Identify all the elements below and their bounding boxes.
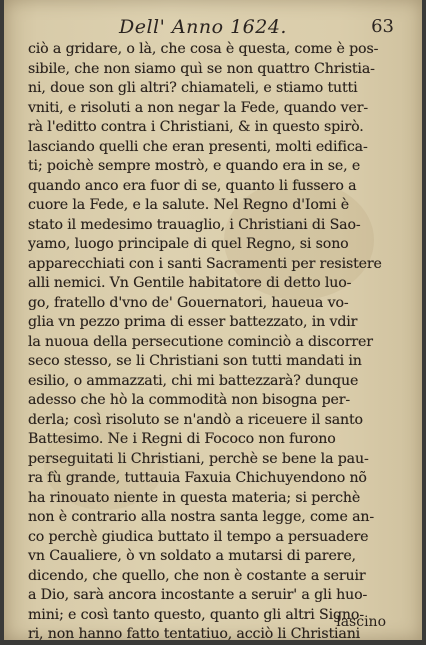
page-header — [4, 16, 422, 40]
text-line: ha rinouato niente in questa materia; si perchè — [28, 489, 361, 506]
text-line: ti; poichè sempre mostrò, e quando era in se, e — [28, 158, 361, 174]
book-page — [4, 0, 422, 640]
text-line: esilio, o ammazzati, chi mi battezzarà? dunque — [28, 372, 359, 389]
text-line: stato il medesimo trauaglio, i Christiani di Sao- — [28, 216, 361, 233]
text-line: mini; e così tanto questo, quanto gli altri Signo- — [28, 606, 364, 623]
text-line: co perchè giudica buttato il tempo a persuadere — [28, 528, 369, 545]
text-line: go, fratello d'vno de' Gouernatori, haueua vo- — [28, 294, 349, 311]
text-line: quando anco era fuor di se, quanto li fussero a — [28, 177, 357, 194]
text-line: dicendo, che quello, che non è costante a seruir — [28, 567, 366, 584]
body-text — [28, 40, 404, 645]
text-line: derla; così risoluto se n'andò a riceuere il santo — [28, 411, 363, 428]
text-line: yamo, luogo principale di quel Regno, si sono — [28, 236, 349, 252]
text-line: sibile, che non siamo quì se non quattro Christia- — [28, 60, 375, 77]
text-line: ri, non hanno fatto tentatiuo, acciò li Christiani — [28, 626, 361, 642]
text-line: apparecchiati con i santi Sacramenti per resistere — [28, 255, 382, 272]
text-line: non è contrario alla nostra santa legge, come an- — [28, 509, 375, 525]
page-number: 63 — [371, 16, 394, 37]
text-line: seco stesso, se li Christiani son tutti mandati in — [28, 353, 362, 369]
text-line: vniti, e risoluti a non negar la Fede, quando ver- — [28, 99, 368, 116]
text-line: alli nemici. Vn Gentile habitatore di detto luo- — [28, 275, 352, 291]
text-line: ra fù grande, tuttauia Faxuia Chichuyendono nõ — [28, 470, 367, 486]
text-line: ni, doue son gli altri? chiamateli, e stiamo tutti — [28, 80, 358, 96]
text-line: vn Caualiere, ò vn soldato a mutarsi di parere, — [28, 548, 356, 564]
text-line: ciò a gridare, o là, che cosa è questa, come è pos- — [28, 41, 379, 57]
text-line: glia vn pezzo prima di esser battezzato, in vdir — [28, 314, 358, 330]
text-line: Battesimo. Ne i Regni di Fococo non furono — [28, 431, 336, 447]
text-line: lasciando quelli che eran presenti, molti edifica- — [28, 138, 368, 155]
text-line: la nuoua della persecutione cominciò a discorrer — [28, 333, 373, 350]
text-line: rà l'editto contra i Christiani, & in questo spirò. — [28, 119, 364, 135]
text-line: adesso che hò la commodità non bisogna per- — [28, 392, 351, 408]
text-line: a Dio, sarà ancora incostante a seruir' a gli huo- — [28, 587, 368, 603]
text-line: cuore la Fede, e la salute. Nel Regno d'Iomi è — [28, 197, 350, 213]
catchword: lascino — [336, 614, 386, 630]
running-head: Dell' Anno 1624. — [119, 16, 287, 38]
text-line: perseguitati li Christiani, perchè se bene la pau- — [28, 450, 369, 467]
